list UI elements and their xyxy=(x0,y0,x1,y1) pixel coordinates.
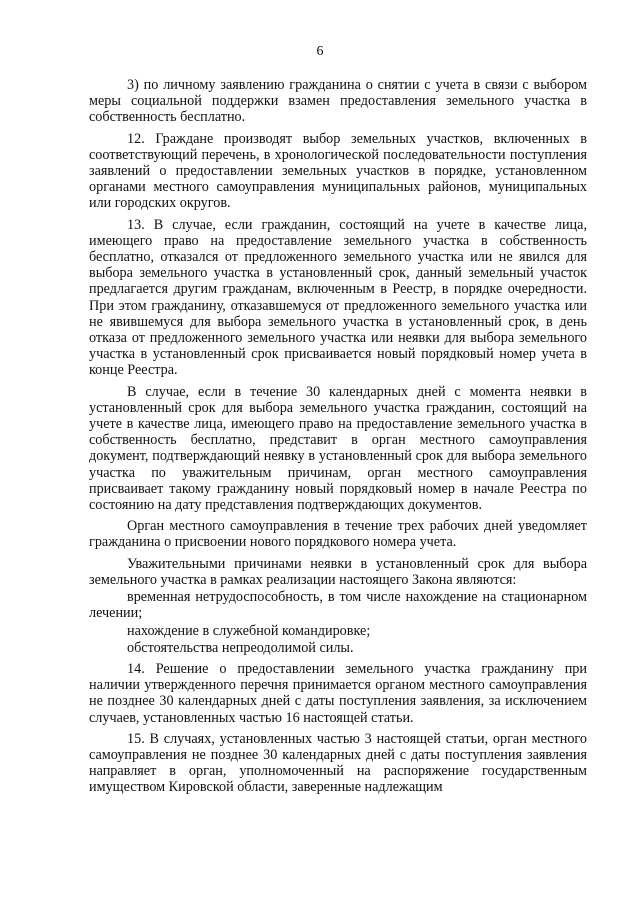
paragraph: 12. Граждане производят выбор земельных участков, включенных в соответствующий перечень, в хронологической последовательности поступления заявлений о предоставлении земельных участков в порядке, установленном органами местного самоуправления муниципальных районов, муниципальных или городских округов. xyxy=(89,130,587,212)
page-number: 6 xyxy=(316,44,324,59)
paragraph: 3) по личному заявлению гражданина о снятии с учета в связи с выбором меры социальной поддержки взамен предоставления земельного участка в собственность бесплатно. xyxy=(89,77,587,126)
paragraph: В случае, если в течение 30 календарных дней с момента неявки в установленный срок для выбора земельного участка гражданин, состоящий на учете в качестве лица, имеющего право на предоставление земельного участка в собственность бесплатно, представит в орган местного самоуправления документ, подтверждающий неявку в установленный срок для выбора земельного участка по уважительным причинам, орган местного самоуправления присваивает такому гражданину новый порядковый номер в начале Реестра по состоянию на дату представления подтверждающих документов. xyxy=(89,383,587,514)
list-item: обстоятельства непреодолимой силы. xyxy=(127,639,354,656)
paragraph: 14. Решение о предоставлении земельного участка гражданину при наличии утвержденного перечня принимается органом местного самоуправления не позднее 30 календарных дней с даты поступления заявления, за исключением случаев, установленных частью 16 настоящей статьи. xyxy=(89,660,587,726)
list-item: временная нетрудоспособность, в том числе нахождение на стационарном лечении; xyxy=(89,589,587,622)
document-body xyxy=(89,77,587,801)
paragraph: 13. В случае, если гражданин, состоящий на учете в качестве лица, имеющего право на предоставление земельного участка в собственность бесплатно, отказался от предложенного земельного участка или не явился для выбора земельного участка в установленный срок, данный земельный участок предлагается другим гражданам, включенным в Реестр, в порядке очередности. При этом гражданину, отказавшемуся от предложенного земельного участка или не явившемуся для выбора земельного участка в установленный срок, в день отказа от предложенного земельного участка или неявки для выбора земельного участка в установленный срок присваивается новый порядковый номер учета в конце Реестра. xyxy=(89,216,587,379)
list-item: нахождение в служебной командировке; xyxy=(127,622,371,639)
paragraph: Уважительными причинами неявки в установленный срок для выбора земельного участка в рамках реализации настоящего Закона являются: xyxy=(89,555,587,588)
paragraph: Орган местного самоуправления в течение трех рабочих дней уведомляет гражданина о присвоении нового порядкового номера учета. xyxy=(89,518,587,551)
paragraph: 15. В случаях, установленных частью 3 настоящей статьи, орган местного самоуправления не позднее 30 календарных дней с даты поступления заявления направляет в орган, уполномоченный на распоряжение государственным имуществом Кировской области, заверенные надлежащим xyxy=(89,730,587,796)
